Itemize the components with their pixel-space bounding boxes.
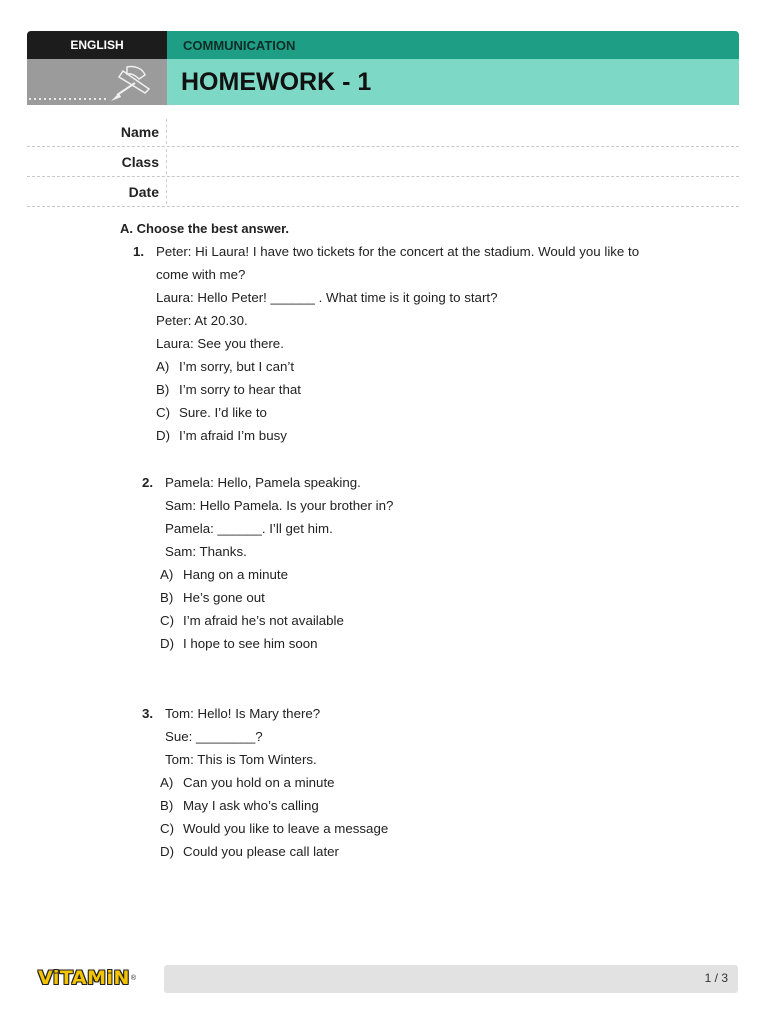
answer-option-c[interactable]	[156, 401, 639, 424]
section-title: A. Choose the best answer.	[120, 221, 290, 236]
topic-label: COMMUNICATION	[167, 31, 739, 59]
page-indicator: 1 / 3	[704, 971, 728, 985]
dialogue-line: Laura: See you there.	[156, 336, 284, 351]
dialogue-line: Sam: Thanks.	[165, 544, 247, 559]
dialogue-line: come with me?	[156, 267, 246, 282]
class-field[interactable]	[175, 153, 725, 171]
option-letter: D)	[160, 844, 175, 859]
answer-option-d[interactable]	[156, 424, 639, 447]
question-3	[142, 702, 389, 863]
option-text: May I ask who’s calling	[183, 798, 319, 813]
vitamin-logo	[38, 963, 136, 993]
date-label: Date	[128, 183, 159, 200]
question-number: 2.	[142, 475, 154, 490]
answer-option-b[interactable]	[160, 586, 393, 609]
student-info	[27, 117, 739, 207]
option-text: Could you please call later	[183, 844, 339, 859]
option-letter: A)	[160, 775, 174, 790]
option-text: I’m sorry, but I can’t	[179, 359, 295, 374]
dialogue-line: Sue: ________?	[165, 729, 263, 744]
footer-bar	[164, 965, 738, 993]
option-letter: C)	[160, 821, 175, 836]
logo-text: ViTAMiN	[38, 967, 130, 989]
name-label: Name	[120, 123, 159, 140]
option-text: Can you hold on a minute	[183, 775, 335, 790]
answer-option-b[interactable]	[156, 378, 639, 401]
option-text: Sure. I’d like to	[179, 405, 267, 420]
field-divider	[166, 149, 167, 174]
option-letter: D)	[156, 428, 171, 443]
answer-option-d[interactable]	[160, 840, 388, 863]
dialogue-line: Peter: Hi Laura! I have two tickets for the concert at the stadium. Would you like to	[156, 244, 640, 259]
question-2	[142, 471, 394, 655]
answer-option-a[interactable]	[160, 563, 393, 586]
option-text: Would you like to leave a message	[183, 821, 389, 836]
dialogue-line: Sam: Hello Pamela. Is your brother in?	[165, 498, 394, 513]
dialogue-line: Laura: Hello Peter! ______ . What time is it going to start?	[156, 290, 498, 305]
option-letter: A)	[160, 567, 174, 582]
subject-label: ENGLISH	[27, 31, 167, 59]
option-letter: B)	[160, 798, 174, 813]
date-row	[27, 177, 739, 207]
dialogue-line: Tom: This is Tom Winters.	[165, 752, 317, 767]
page-title: HOMEWORK - 1	[167, 59, 739, 105]
option-text: I’m sorry to hear that	[179, 382, 301, 397]
class-label: Class	[121, 153, 159, 170]
answer-option-a[interactable]	[160, 771, 388, 794]
option-letter: B)	[156, 382, 170, 397]
option-text: I’m afraid he’s not available	[183, 613, 344, 628]
worksheet-header	[27, 31, 739, 105]
option-letter: C)	[156, 405, 171, 420]
date-field[interactable]	[175, 183, 725, 201]
name-field[interactable]	[175, 123, 725, 141]
answer-option-c[interactable]	[160, 609, 393, 632]
option-text: I’m afraid I’m busy	[179, 428, 287, 443]
option-letter: B)	[160, 590, 174, 605]
name-row	[27, 117, 739, 147]
answer-option-c[interactable]	[160, 817, 388, 840]
option-text: I hope to see him soon	[183, 636, 318, 651]
answer-option-b[interactable]	[160, 794, 388, 817]
question-number: 3.	[142, 706, 154, 721]
answer-option-d[interactable]	[160, 632, 393, 655]
option-letter: C)	[160, 613, 175, 628]
question-1	[133, 240, 640, 447]
dialogue-line: Pamela: Hello, Pamela speaking.	[165, 475, 361, 490]
field-divider	[166, 119, 167, 144]
dialogue-line: Tom: Hello! Is Mary there?	[165, 706, 321, 721]
writing-hand-icon	[27, 59, 167, 105]
option-letter: D)	[160, 636, 175, 651]
option-text: He’s gone out	[183, 590, 265, 605]
option-letter: A)	[156, 359, 170, 374]
question-number: 1.	[133, 244, 145, 259]
class-row	[27, 147, 739, 177]
dialogue-line: Peter: At 20.30.	[156, 313, 248, 328]
dialogue-line: Pamela: ______. I’ll get him.	[165, 521, 333, 536]
option-text: Hang on a minute	[183, 567, 288, 582]
registered-mark: ®	[130, 974, 137, 982]
answer-option-a[interactable]	[156, 355, 639, 378]
field-divider	[166, 179, 167, 204]
